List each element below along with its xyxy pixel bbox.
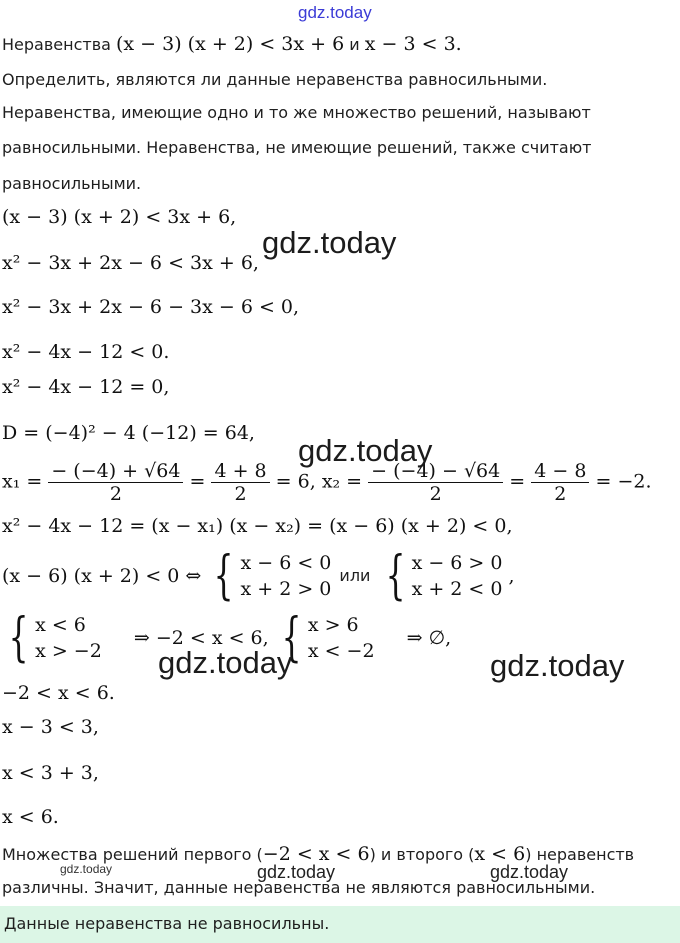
x1-denominator-2: 2: [234, 483, 247, 505]
watermark-6: gdz.today: [490, 862, 569, 882]
x2-numerator-2: 4 − 8: [531, 460, 589, 483]
system-a-line-1: x − 6 < 0: [240, 552, 332, 574]
problem-inequality-1: (x − 3) (x + 2) < 3x + 6: [116, 33, 345, 55]
case-1-line-2: x > −2: [35, 640, 102, 662]
step-5: x² − 4x − 12 = 0,: [2, 376, 170, 398]
watermark-3: gdz.today: [158, 645, 293, 680]
x2-denominator: 2: [429, 483, 442, 505]
system-tail: ,: [508, 565, 515, 587]
conclusion-pre: Множества решений первого (: [2, 845, 263, 864]
step-2: x² − 3x + 2x − 6 < 3x + 6,: [2, 252, 259, 274]
problem-inequality-2: x − 3 < 3.: [364, 33, 462, 55]
system-a-line-2: x + 2 > 0: [240, 578, 332, 600]
step-4: x² − 4x − 12 < 0.: [2, 341, 170, 363]
problem-statement: [2, 33, 462, 55]
problem-joiner: и: [349, 35, 360, 54]
watermark-4: gdz.today: [490, 648, 625, 683]
x1-fraction-2: [211, 460, 269, 505]
step-second-2: x < 3 + 3,: [2, 762, 99, 784]
left-brace-icon: {: [281, 608, 302, 668]
case-2-line-2: x < −2: [307, 640, 375, 662]
system-lhs: (x − 6) (x + 2) < 0 ⇔: [2, 565, 202, 587]
x1-fraction: [48, 460, 183, 505]
system-b-line-1: x − 6 > 0: [411, 552, 503, 574]
x1-numerator: − (−4) + √64: [48, 460, 183, 483]
step-3: x² − 3x + 2x − 6 − 3x − 6 < 0,: [2, 296, 300, 318]
step-1: (x − 3) (x + 2) < 3x + 6,: [2, 206, 237, 228]
step-interval: −2 < x < 6.: [2, 682, 115, 704]
answer-box: [0, 906, 680, 943]
x1-denominator: 2: [109, 483, 122, 505]
left-brace-icon: {: [385, 546, 405, 606]
equals-sign-2: =: [509, 470, 526, 493]
x2-value: = −2.: [595, 470, 652, 493]
x2-denominator-2: 2: [554, 483, 567, 505]
definition-line-1: Неравенства, имеющие одно и то же множество решений, называют: [2, 103, 591, 122]
question-text: Определить, являются ли данные неравенства равносильными.: [2, 70, 548, 89]
step-second-3: x < 6.: [2, 806, 59, 828]
x2-numerator: − (−4) − √64: [368, 460, 503, 483]
case-2: [308, 612, 375, 664]
watermark-2: gdz.today: [298, 433, 433, 468]
step-second-1: x − 3 < 3,: [2, 716, 99, 738]
problem-prefix: Неравенства: [2, 35, 111, 54]
step-factorization: x² − 4x − 12 = (x − x₁) (x − x₂) = (x − 6) (x + 2) < 0,: [2, 515, 513, 537]
watermark-small: gdz.today: [60, 862, 113, 876]
x1-label: x₁ =: [2, 470, 43, 493]
answer-text: Данные неравенства не равносильны.: [4, 914, 330, 933]
left-brace-icon: {: [8, 608, 29, 668]
conclusion-math-2: x < 6: [474, 843, 526, 865]
x2-label: x₂ =: [321, 470, 363, 493]
x1-numerator-2: 4 + 8: [211, 460, 269, 483]
left-brace-icon: {: [214, 546, 234, 606]
conclusion-post: ) неравенств: [525, 845, 635, 864]
case-2-result: ⇒ ∅,: [406, 627, 452, 649]
step-discriminant: D = (−4)² − 4 (−12) = 64,: [2, 422, 255, 444]
conclusion-mid: ) и второго (: [369, 845, 475, 864]
conclusion-line-2: различны. Значит, данные неравенства не являются равносильными.: [2, 878, 596, 897]
watermark-5: gdz.today: [257, 862, 336, 882]
case-1-line-1: x < 6: [35, 614, 86, 636]
case-2-line-1: x > 6: [307, 614, 359, 636]
system-line: [2, 546, 515, 606]
case-1-result: ⇒ −2 < x < 6,: [133, 627, 269, 649]
x1-value: = 6,: [275, 470, 316, 493]
system-b-line-2: x + 2 < 0: [411, 578, 503, 600]
case-1: [35, 612, 102, 664]
system-b: [412, 550, 503, 602]
definition-line-3: равносильными.: [2, 174, 142, 193]
x2-fraction-2: [531, 460, 589, 505]
equals-sign: =: [189, 470, 206, 493]
or-word: или: [339, 566, 371, 585]
system-a: [240, 550, 331, 602]
conclusion-math-1: −2 < x < 6: [262, 843, 370, 865]
watermark-top: gdz.today: [298, 3, 372, 22]
watermark-1: gdz.today: [262, 225, 397, 260]
definition-line-2: равносильными. Неравенства, не имеющие решений, также считают: [2, 138, 592, 157]
